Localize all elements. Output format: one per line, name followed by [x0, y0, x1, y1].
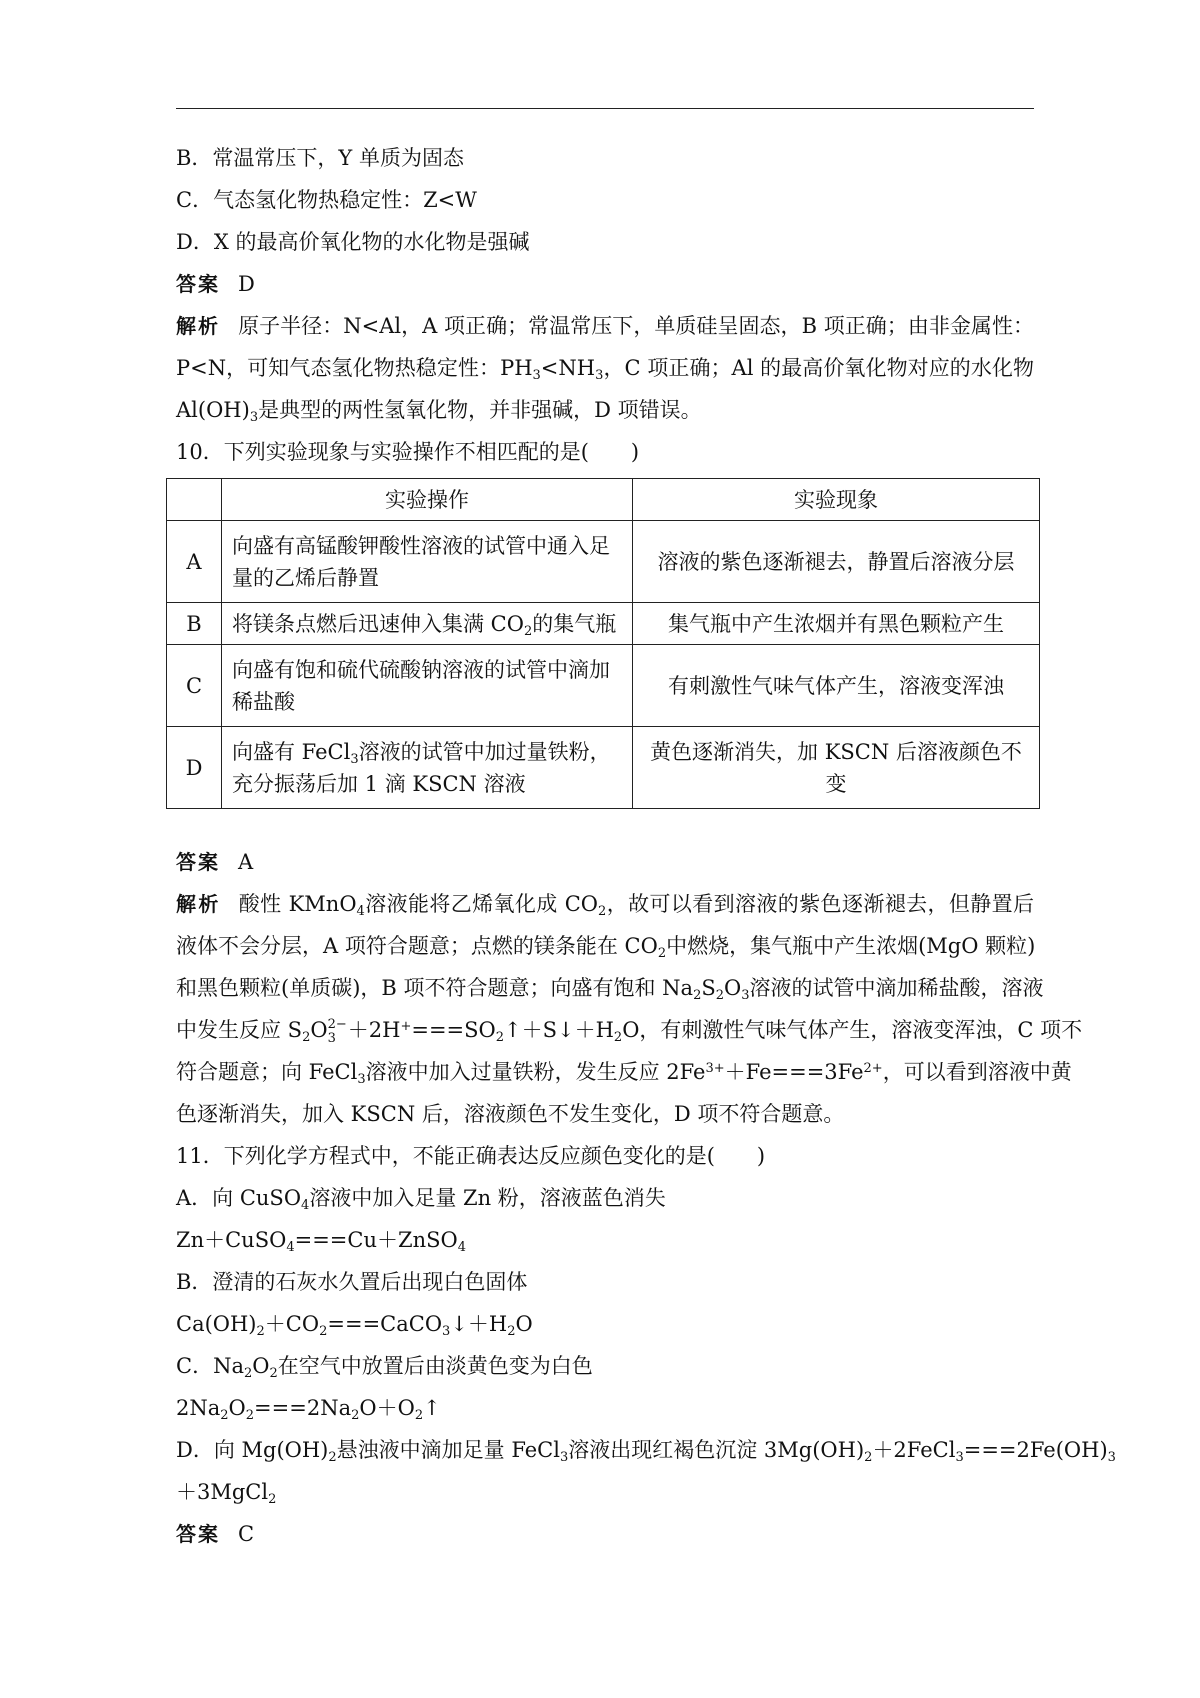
q10-analysis-line-6: 色逐渐消失，加入 KSCN 后，溶液颜色不发生变化，D 项不符合题意。 [176, 1102, 845, 1126]
answer-label: 答案 [176, 850, 220, 874]
q10-analysis-line-1: 解析 酸性 KMnO$_4$溶液能将乙烯氧化成 $CO_2$，故可以看到溶液的紫色逐渐褪去，但静置后 [176, 892, 1035, 919]
q9-analysis-line-2: P<N，可知气态氢化物热稳定性：$PH_3<NH_3$，C 项正确；Al 的最高价氧化物对应的水化物 [176, 356, 1034, 383]
row-c-phenomenon: 有刺激性气味气体产生，溶液变浑浊 [633, 645, 1040, 727]
table-row-c: C 向盛有饱和硫代硫酸钠溶液的试管中滴加 稀盐酸 有刺激性气味气体产生，溶液变浑浊 [167, 645, 1040, 727]
q11-equation-b: $Ca(OH)_2+CO_2===CaCO_3↓+H_2O$ [176, 1312, 533, 1339]
row-b-operation: 将镁条点燃后迅速伸入集满 $CO_2$的集气瓶 [222, 603, 633, 645]
row-a-phenomenon: 溶液的紫色逐渐褪去，静置后溶液分层 [633, 521, 1040, 603]
q11-option-d-cont: ＋3MgCl$_2$ [176, 1480, 277, 1507]
q10-analysis-line-4: 中发生反应 $S_2O$ 2− 3 $+2H^+===SO_2↑+S↓+H_2O$，有刺激性气味气体产生，溶液变浑浊，C 项不 [176, 1017, 1083, 1046]
q11-option-c: C．$Na_2O_2$在空气中放置后由淡黄色变为白色 [176, 1354, 593, 1381]
q10-analysis-line-3: 和黑色颗粒(单质碳)，B 项不符合题意；向盛有饱和 $Na_2S_2O_3$溶液的试管中滴加稀盐酸，溶液 [176, 976, 1044, 1003]
header-phenomenon: 实验现象 [633, 479, 1040, 521]
q9-option-c: C．气态氢化物热稳定性：Z<W [176, 188, 477, 212]
analysis-label: 解析 [176, 892, 221, 916]
q9-analysis-line-3: $Al(OH)_3$是典型的两性氢氧化物，并非强碱，D 项错误。 [176, 398, 702, 425]
q11-equation-c: $2Na_2O_2===2Na_2O+O_2↑$ [176, 1396, 441, 1423]
q11-equation-a: Zn＋CuSO$_4$===Cu＋ZnSO$_4$ [176, 1228, 466, 1255]
q9-option-b: B．常温常压下，Y 单质为固态 [176, 146, 464, 170]
q10-analysis-line-5: 符合题意；向 FeCl$_3$溶液中加入过量铁粉，发生反应 $2Fe^{3+}+Fe===3Fe^{2+}$，可以看到溶液中黄 [176, 1060, 1072, 1087]
q9-analysis-line-1: 解析 原子半径：N<Al，A 项正确；常温常压下，单质硅呈固态，B 项正确；由非金属性： [176, 314, 1034, 338]
row-d-operation: 向盛有 FeCl$_3$溶液的试管中加过量铁粉， 充分振荡后加 1 滴 KSCN 溶液 [222, 727, 633, 809]
row-a-operation: 向盛有高锰酸钾酸性溶液的试管中通入足 量的乙烯后静置 [222, 521, 633, 603]
header-rule [176, 108, 1034, 109]
answer-value: C [238, 1522, 255, 1546]
header-operation: 实验操作 [222, 479, 633, 521]
analysis-label: 解析 [176, 314, 221, 338]
q11-option-d: D．向 $Mg(OH)_2$悬浊液中滴加足量 FeCl$_3$溶液出现红褐色沉淀 $3Mg(OH)_2+2FeCl_3===2Fe(OH)_3$ [176, 1438, 1116, 1465]
row-c-operation: 向盛有饱和硫代硫酸钠溶液的试管中滴加 稀盐酸 [222, 645, 633, 727]
q10-answer [176, 848, 253, 876]
row-d-phenomenon: 黄色逐渐消失，加 KSCN 后溶液颜色不变 [633, 727, 1040, 809]
answer-value: D [238, 272, 255, 296]
q11-option-a: A．向 CuSO$_4$溶液中加入足量 Zn 粉，溶液蓝色消失 [176, 1186, 666, 1213]
q11-answer [176, 1520, 254, 1548]
answer-label: 答案 [176, 1522, 220, 1546]
table-row-b: B 将镁条点燃后迅速伸入集满 $CO_2$的集气瓶 集气瓶中产生浓烟并有黑色颗粒产生 [167, 603, 1040, 645]
answer-label: 答案 [176, 272, 220, 296]
table-row-d: D 向盛有 FeCl$_3$溶液的试管中加过量铁粉， 充分振荡后加 1 滴 KSCN 溶液 黄色逐渐消失，加 KSCN 后溶液颜色不变 [167, 727, 1040, 809]
q11-stem: 11．下列化学方程式中，不能正确表达反应颜色变化的是( ) [176, 1144, 766, 1168]
experiment-table [166, 478, 1040, 809]
row-b-phenomenon: 集气瓶中产生浓烟并有黑色颗粒产生 [633, 603, 1040, 645]
q11-option-b: B．澄清的石灰水久置后出现白色固体 [176, 1270, 528, 1294]
q9-option-d: D．X 的最高价氧化物的水化物是强碱 [176, 230, 530, 254]
q10-stem: 10．下列实验现象与实验操作不相匹配的是( ) [176, 440, 640, 464]
q9-answer [176, 270, 255, 298]
answer-value: A [238, 850, 254, 874]
table-row-a: A 向盛有高锰酸钾酸性溶液的试管中通入足 量的乙烯后静置 溶液的紫色逐渐褪去，静置后溶液分层 [167, 521, 1040, 603]
q10-analysis-line-2: 液体不会分层，A 项符合题意；点燃的镁条能在 $CO_2$中燃烧，集气瓶中产生浓烟(MgO 颗粒) [176, 934, 1036, 961]
table-header-row [167, 479, 1040, 521]
